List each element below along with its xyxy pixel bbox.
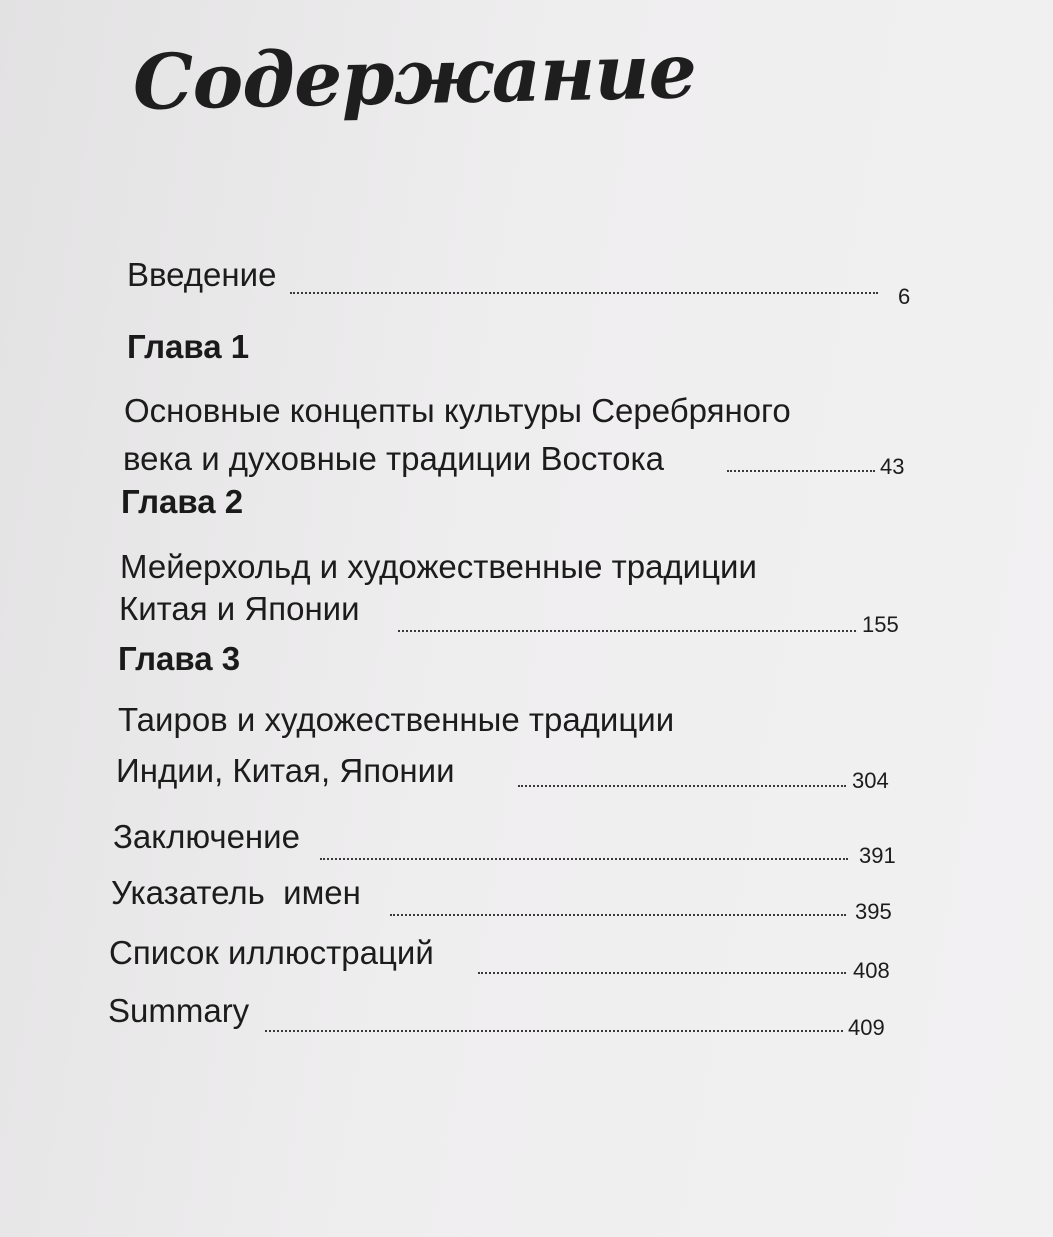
chapter-heading: Глава 2 — [121, 483, 244, 520]
toc-entry-summary-label[interactable]: Summary — [108, 992, 250, 1029]
chapter-title-line[interactable]: Таиров и художественные традиции — [118, 701, 675, 738]
toc-page-number: 304 — [852, 768, 889, 793]
toc-leader-dots — [478, 972, 846, 974]
toc-entry-index-label[interactable]: Указатель имен — [111, 874, 361, 911]
chapter-heading: Глава 1 — [127, 328, 250, 365]
chapter-title-line[interactable]: Китая и Японии — [119, 590, 360, 627]
toc-page-number: 43 — [880, 454, 905, 479]
page-title: Содержание — [132, 26, 697, 127]
toc-leader-dots — [390, 914, 846, 916]
toc-leader-dots — [727, 470, 875, 472]
toc-page-number: 391 — [859, 843, 896, 868]
toc-leader-dots — [398, 630, 856, 632]
toc-leader-dots — [320, 858, 848, 860]
toc-entry-illustrations-label[interactable]: Список иллюстраций — [109, 934, 434, 971]
toc-entry-intro-label[interactable]: Введение — [127, 256, 277, 293]
toc-leader-dots — [265, 1030, 843, 1032]
toc-entry-conclusion-label[interactable]: Заключение — [113, 818, 300, 855]
toc-leader-dots — [290, 292, 878, 294]
chapter-title-line[interactable]: века и духовные традиции Востока — [123, 440, 664, 477]
toc-page-number: 6 — [898, 284, 911, 309]
toc-page-number: 408 — [853, 958, 890, 983]
toc-page-number: 395 — [855, 899, 892, 924]
chapter-title-line[interactable]: Индии, Китая, Японии — [116, 752, 455, 789]
toc-page-number: 409 — [848, 1015, 885, 1040]
chapter-title-line[interactable]: Мейерхольд и художественные традиции — [120, 548, 757, 585]
chapter-heading: Глава 3 — [118, 640, 241, 677]
toc-leader-dots — [518, 785, 846, 787]
toc-page-number: 155 — [862, 612, 899, 637]
chapter-title-line[interactable]: Основные концепты культуры Серебряного — [124, 392, 791, 429]
